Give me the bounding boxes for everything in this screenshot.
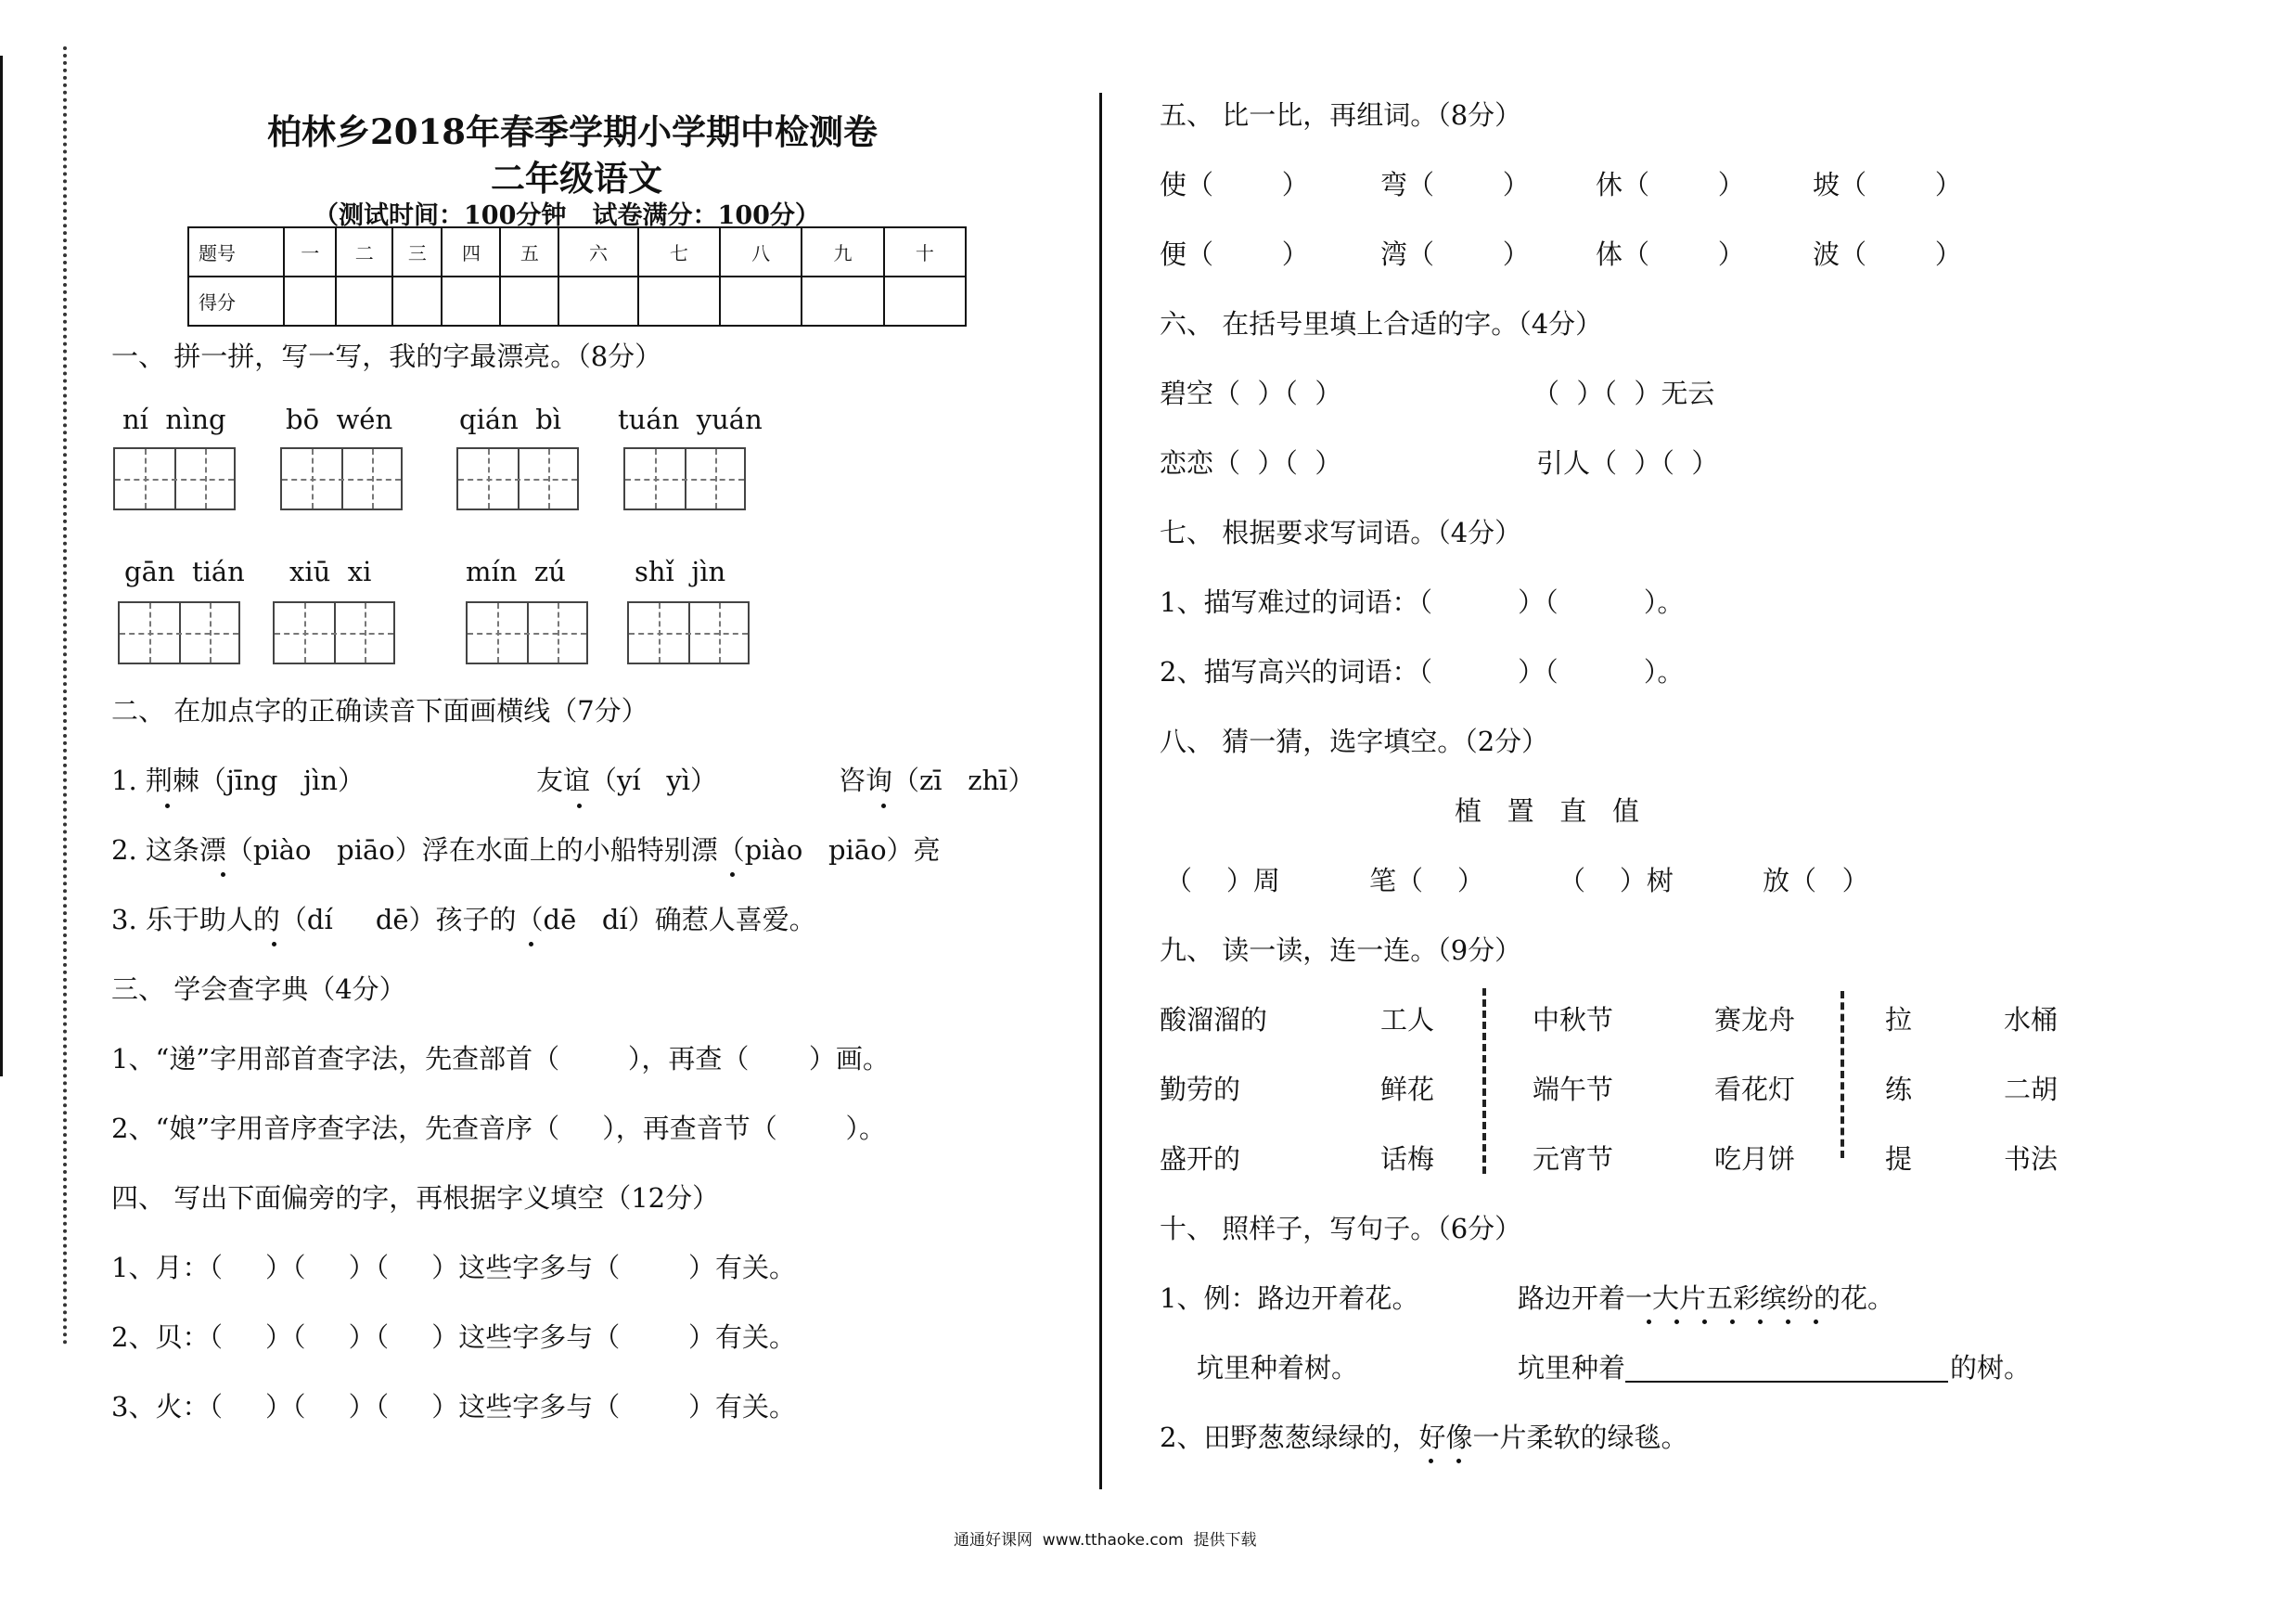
pinyin-label: gān tián <box>124 556 245 587</box>
score-col-5: 五 <box>500 227 558 277</box>
writing-grid[interactable] <box>627 601 750 664</box>
emphasis-dot <box>1456 1459 1461 1463</box>
pinyin-label: bō wén <box>286 404 393 435</box>
pinyin-label: xiū xi <box>289 556 372 587</box>
score-cell[interactable] <box>638 277 720 326</box>
s6-item: 恋恋（ ）（ ） <box>1160 447 1342 479</box>
binding-dotted-line <box>63 46 67 1345</box>
s9-g3-right: 书法 <box>2004 1143 2059 1175</box>
section-7-heading: 七、 根据要求写词语。（4分） <box>1160 517 1522 548</box>
s5-item: 便（ ） <box>1160 238 1309 270</box>
section-8-heading: 八、 猜一猜，选字填空。（2分） <box>1160 726 1549 757</box>
emphasis-dot <box>1814 1319 1818 1324</box>
s8-char-choices: 植 置 直 值 <box>1455 795 1639 827</box>
score-cell[interactable] <box>284 277 336 326</box>
s9-g3-right: 二胡 <box>2004 1074 2059 1105</box>
s9-g2-left: 端午节 <box>1533 1074 1614 1105</box>
s9-divider <box>1482 988 1486 1174</box>
emphasis-dot <box>577 804 582 808</box>
s9-g2-right: 赛龙舟 <box>1714 1004 1796 1036</box>
s9-g1-left: 勤劳的 <box>1160 1074 1241 1105</box>
emphasis-dot <box>165 804 170 808</box>
score-col-4: 四 <box>442 227 500 277</box>
s9-g3-left: 拉 <box>1885 1004 1913 1036</box>
s3-question-2: 2、“娘”字用音序查字法，先查音序（ ），再查音节（ ）。 <box>111 1113 886 1144</box>
s9-g1-left: 酸溜溜的 <box>1160 1004 1268 1036</box>
score-col-6: 六 <box>558 227 637 277</box>
score-cell[interactable] <box>884 277 966 326</box>
s4-question-3: 3、火：（ ）（ ）（ ）这些字多与（ ）有关。 <box>111 1391 796 1422</box>
writing-grid[interactable] <box>113 447 236 510</box>
emphasis-dot <box>272 942 276 946</box>
emphasis-dot <box>730 872 735 877</box>
s10-question-a: 坑里种着树。 <box>1197 1352 1359 1384</box>
pinyin-label: tuán yuán <box>618 404 763 435</box>
s2-question-1c: 咨询（zī zhī） <box>839 765 1035 796</box>
s2-question-2: 2. 这条漂（piào piāo）浮在水面上的小船特别漂（piào piāo）亮 <box>111 834 941 866</box>
emphasis-dot <box>1730 1319 1735 1324</box>
emphasis-dot <box>1674 1319 1679 1324</box>
s2-question-1b: 友谊（yí yì） <box>536 765 717 796</box>
emphasis-dot <box>529 942 533 946</box>
score-cell[interactable] <box>558 277 637 326</box>
s9-g2-right: 吃月饼 <box>1714 1143 1796 1175</box>
s5-item: 弯（ ） <box>1380 169 1530 200</box>
emphasis-dot <box>221 872 225 877</box>
s10-question-b: 坑里种着 <box>1518 1352 1626 1384</box>
pinyin-label: mín zú <box>466 556 566 587</box>
s9-divider <box>1841 991 1844 1158</box>
s9-g2-left: 元宵节 <box>1533 1143 1614 1175</box>
s9-g3-left: 提 <box>1885 1143 1913 1175</box>
score-table <box>187 226 967 327</box>
section-2-heading: 二、 在加点字的正确读音下面画横线（7分） <box>111 695 648 727</box>
s7-question-1: 1、描写难过的词语：（ ）（ ）。 <box>1160 586 1685 618</box>
s6-item: （ ）（ ）无云 <box>1533 378 1715 409</box>
score-cell[interactable] <box>500 277 558 326</box>
s9-g1-right: 工人 <box>1380 1004 1435 1036</box>
pinyin-label: ní nìng <box>122 404 226 435</box>
column-divider <box>1099 93 1102 1489</box>
s10-question-c: 的树。 <box>1950 1352 2032 1384</box>
section-1-heading: 一、 拼一拼，写一写，我的字最漂亮。（8分） <box>111 341 662 372</box>
s9-g3-left: 练 <box>1885 1074 1913 1105</box>
section-10-heading: 十、 照样子，写句子。（6分） <box>1160 1213 1522 1244</box>
section-9-heading: 九、 读一读，连一连。（9分） <box>1160 934 1522 966</box>
score-col-3: 三 <box>392 227 442 277</box>
s9-g2-right: 看花灯 <box>1714 1074 1796 1105</box>
score-cell[interactable] <box>720 277 802 326</box>
score-cell[interactable] <box>336 277 392 326</box>
exam-note: （测试时间：100分钟 试卷满分：100分） <box>314 201 820 230</box>
writing-grid[interactable] <box>273 601 395 664</box>
section-4-heading: 四、 写出下面偏旁的字，再根据字义填空（12分） <box>111 1182 720 1214</box>
score-col-7: 七 <box>638 227 720 277</box>
s10-question-2: 2、田野葱葱绿绿的，好像一片柔软的绿毯。 <box>1160 1422 1688 1453</box>
emphasis-dot <box>1647 1319 1651 1324</box>
s5-item: 波（ ） <box>1813 238 1962 270</box>
section-3-heading: 三、 学会查字典（4分） <box>111 973 406 1005</box>
emphasis-dot <box>881 804 886 808</box>
score-cell[interactable] <box>802 277 883 326</box>
s10-answer-line[interactable] <box>1625 1381 1948 1383</box>
s8-item: （ ）树 <box>1558 865 1674 896</box>
s2-question-1a: 1. 荆棘（jīng jìn） <box>111 765 365 796</box>
s9-g1-left: 盛开的 <box>1160 1143 1241 1175</box>
emphasis-dot <box>1702 1319 1707 1324</box>
pinyin-label: shǐ jìn <box>635 556 726 587</box>
s5-item: 坡（ ） <box>1813 169 1962 200</box>
score-col-1: 一 <box>284 227 336 277</box>
section-5-heading: 五、 比一比，再组词。（8分） <box>1160 99 1522 131</box>
score-col-9: 九 <box>802 227 883 277</box>
exam-title: 柏林乡2018年春季学期小学期中检测卷 <box>267 111 878 152</box>
emphasis-dot <box>1786 1319 1790 1324</box>
s5-item: 湾（ ） <box>1380 238 1530 270</box>
s5-item: 体（ ） <box>1596 238 1745 270</box>
s8-item: 放（ ） <box>1763 865 1869 896</box>
s4-question-2: 2、贝：（ ）（ ）（ ）这些字多与（ ）有关。 <box>111 1321 796 1353</box>
score-col-8: 八 <box>720 227 802 277</box>
score-table-header-label: 题号 <box>188 227 284 277</box>
s8-item: （ ）周 <box>1165 865 1280 896</box>
footer-credit: 通通好课网 www.tthaoke.com 提供下载 <box>954 1531 1257 1550</box>
s5-item: 使（ ） <box>1160 169 1309 200</box>
pinyin-label: qián bì <box>459 404 562 435</box>
writing-grid[interactable] <box>456 447 579 510</box>
emphasis-dot <box>1429 1459 1433 1463</box>
writing-grid[interactable] <box>623 447 746 510</box>
s4-question-1: 1、月：（ ）（ ）（ ）这些字多与（ ）有关。 <box>111 1252 796 1283</box>
section-6-heading: 六、 在括号里填上合适的字。（4分） <box>1160 308 1603 340</box>
emphasis-dot <box>1758 1319 1763 1324</box>
s9-g2-left: 中秋节 <box>1533 1004 1614 1036</box>
score-cell[interactable] <box>442 277 500 326</box>
left-edge-line <box>0 56 3 1076</box>
s10-example-a: 1、例：路边开着花。 <box>1160 1282 1419 1314</box>
score-col-2: 二 <box>336 227 392 277</box>
s8-item: 笔（ ） <box>1369 865 1484 896</box>
s5-item: 休（ ） <box>1596 169 1745 200</box>
s10-example-b: 路边开着一大片五彩缤纷的花。 <box>1518 1282 1895 1314</box>
exam-subtitle: 二年级语文 <box>491 158 662 199</box>
score-cell[interactable] <box>392 277 442 326</box>
s9-g3-right: 水桶 <box>2004 1004 2059 1036</box>
s7-question-2: 2、描写高兴的词语：（ ）（ ）。 <box>1160 656 1685 688</box>
s6-item: 碧空（ ）（ ） <box>1160 378 1342 409</box>
s3-question-1: 1、“递”字用部首查字法，先查部首（ ），再查（ ）画。 <box>111 1043 890 1075</box>
writing-grid[interactable] <box>118 601 240 664</box>
writing-grid[interactable] <box>466 601 588 664</box>
s2-question-3: 3. 乐于助人的（dí dē）孩子的（dē dí）确惹人喜爱。 <box>111 904 816 935</box>
s9-g1-right: 话梅 <box>1380 1143 1435 1175</box>
score-col-10: 十 <box>884 227 966 277</box>
writing-grid[interactable] <box>280 447 403 510</box>
score-table-score-label: 得分 <box>188 277 284 326</box>
s6-item: 引人（ ）（ ） <box>1536 447 1719 479</box>
s9-g1-right: 鲜花 <box>1380 1074 1435 1105</box>
